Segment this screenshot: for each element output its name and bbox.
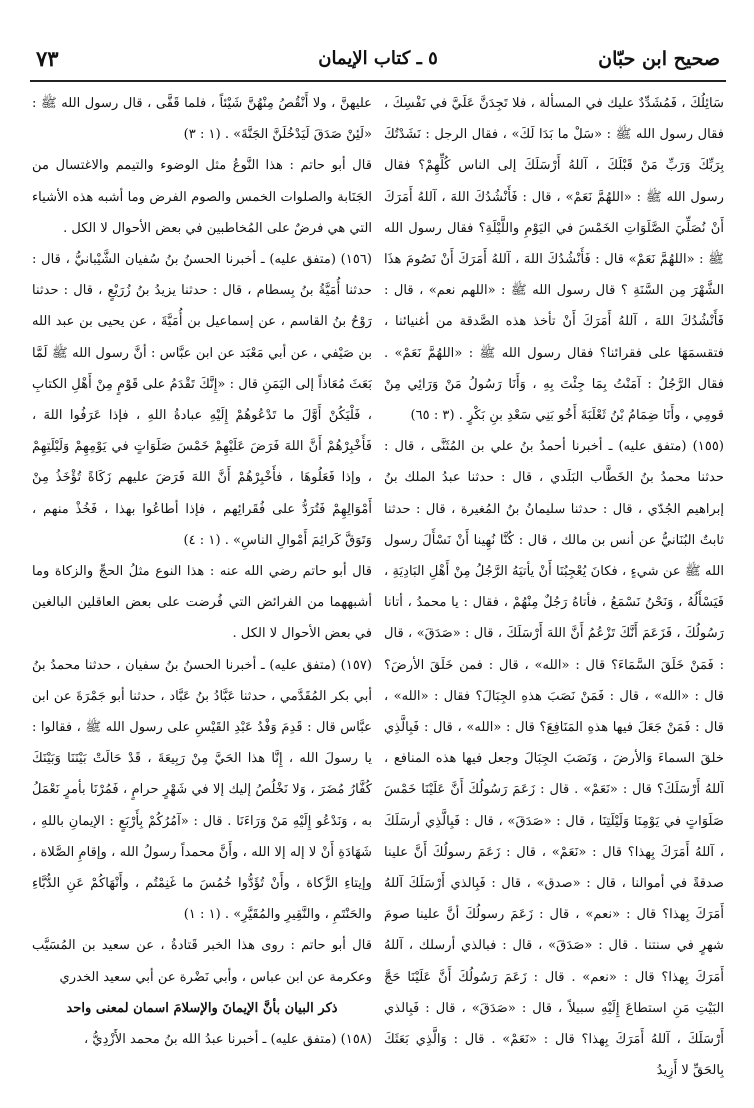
paragraph: سَائِلُكَ ، فَمُشَدِّدٌ عليك في المسألة ، فلا تَجِدَنَّ عَلَيَّ في نَفْسِكَ ، فقال رسول الله ﷺ : «سَلْ ما بَدَا لَكَ» ، فقال الرجل : نَشَدْتُكَ بِرَبِّكَ وَرَبِّ مَنْ قَبْلَكَ ، آللهُ أَرْسَلَكَ إلى الناس كُلِّهِمْ؟ فقال رسول الله ﷺ : «اللهُمَّ نَعَمْ» ، قال : فَأَنْشُدُكَ اللهَ ، آللهُ أَمَرَكَ أَنْ نُصَلِّيَ الصَّلَوَاتِ الخَمْسَ في اليَوْمِ واللَّيْلَةِ؟ فقال رسول الله ﷺ : «اللهُمَّ نَعَمْ» قال : فَأَنْشُدُكَ اللهَ ، آللهُ أَمَرَكَ أَنْ نَصُومَ هذَا الشَّهْرَ مِن السَّنَةِ ؟ قال رسول الله ﷺ : «اللهم نعم» ، قال : فَأَنْشُدُكَ اللهَ ، آللهُ أَمَرَكَ أَنْ تأخذ هذه الصَّدقة من أغنيائنا ، فتقسمَهَا على فقرائنا؟ فقال رسول الله ﷺ : «اللهُمَّ نَعَمْ» . فقال الرَّجُلُ : آمَنْتُ بِمَا جِئْتَ بِهِ ، وَأَنَا رَسُولُ مَنْ وَرَائِي مِنْ قومِي ، وأَنَا ضِمَامُ بْنُ ثَعْلَبَةَ أَخُو بَنِي سَعْدِ بنِ بَكْرٍ . (٣ : ٦٥): [384, 96, 724, 424]
paragraph: قال أبو حاتم : روى هذا الخبر قَتادةُ ، عن سعيد بن المُسَيَّب وعكرمة عن ابن عباس ، وأبي نَضْرة عن أبي سعيد الخدري: [32, 938, 372, 985]
left-column: [32, 88, 372, 1096]
paragraph: عليهنَّ ، ولا أَنْقُصُ مِنْهُنَّ شَيْئاً ، فلما قَفَّى ، قال رسول الله ﷺ : «لَئِنْ صَدَقَ لَيَدْخُلَنَّ الجَنَّةَ» . (١ : ٣): [32, 96, 372, 143]
book-title: صحيح ابن حبّان: [598, 48, 720, 70]
right-column: [384, 88, 724, 1096]
paragraph: (١٥٧) (متفق عليه) ـ أخبرنا الحسنُ بنُ سفيان ، حدثنا محمدُ بنُ أبي بكر المُقَدَّمي ، حدثنا عَبَّادُ بنُ عَبَّاد ، حدثنا أبو جَمْرَةَ عن ابن عبَّاس قال : قَدِمَ وَفْدُ عَبْدِ القَيْسِ على رسول الله ﷺ ، فقالوا : يا رسولَ الله ، إِنَّا هذا الحَيَّ مِنْ رَبِيعَةَ ، قَدْ حَالَتْ بَيْنَنَا وَبَيْنَكَ كُفَّارُ مُضَرَ ، وَلا نَخْلُصُ إليك إلا في شَهْرٍ حرامٍ ، فَمُرْنَا بأمرٍ نَعْمَلُ به ، وَنَدْعُو إِلَيْهِ مَنْ وَرَاءَنَا . قال : «آمُرُكُمْ بِأَرْبَعٍ : الإيمانِ باللهِ ، شَهَادَةِ أَنْ لا إله إلا الله ، وأَنَّ محمداً رسولُ الله ، وإقامِ الصَّلاة ، وإيتاءِ الزَّكاة ، وأَنْ تُؤَدُّوا خُمُسَ ما غَنِمْتُم ، وأَنْهَاكُمْ عَنِ الدُّبَّاءِ والحَنْتَمِ ، والنَّقِيرِ والمُقَيَّرِ» . (١ : ١): [32, 657, 372, 923]
page-number: ٧٣: [36, 46, 59, 71]
page-header: [30, 40, 726, 82]
paragraph: (١٥٨) (متفق عليه) ـ أخبرنا عبدُ الله بنُ محمد الأَزْدِيُّ ،: [83, 1032, 372, 1048]
chapter-title: ٥ ـ كتاب الإيمان: [318, 48, 438, 69]
section-heading: ذكر البيان بأنَّ الإيمانَ والإسلامَ اسمان لمعنى واحد: [66, 1000, 338, 1016]
paragraph: (١٥٥) (متفق عليه) ـ أخبرنا أحمدُ بنُ علي بن المُثَنَّى ، قال : حدثنا محمدُ بنُ الخَطَّاب البَلَدي ، قال : حدثنا عبدُ الملك بنُ إبراهيم الجُدّي ، قال : حدثنا سليمانُ بنُ المُغيرة ، قال : حدثنا ثابتٌ البُنَانيُّ عن أنس بن مالك ، قال : كُنَّا نُهِينا أَنْ نَسْأَلَ رسول الله ﷺ عن شيءٍ ، فكانَ يُعْجِبُنَا أَنْ يأتيَهُ الرَّجُلُ مِنْ أَهْلِ البَادِيَةِ ، فَيَسْأَلُهُ ، وَنَحْنُ نَسْمَعُ ، فأتاهُ رَجُلٌ مِنْهُمْ ، فقال : يا محمدُ ، أتانا رَسُولُكَ ، فَزَعَمَ أَنَّكَ تَزْعُمُ أَنَّ اللهَ أَرْسَلَكَ ، قال : «صَدَقَ» ، قال : فَمَنْ خَلَقَ السَّمَاءَ؟ قال : «الله» ، قال : فمن خَلَقَ الأرضَ؟ قال : «الله» ، قال : فَمَنْ نَصَبَ هذهِ الجِبَالَ؟ فقال : «الله» ، قال : فَمَنْ جَعَلَ فيها هذهِ المَنَافِعَ؟ قال : «الله» ، قال : فَبِالَّذِي خلقَ السماءَ وَالأرضَ ، وَنَصَبَ الجِبَالَ وجعل فيها هذه المنافع ، آللهُ أَرْسَلَكَ؟ قال : «نَعَمْ» . قال : زَعَمَ رَسُولُكَ أَنَّ عَلَيْنَا خَمْسَ صَلَوَاتٍ في يَوْمِنَا وَلَيْلَتِنَا ، قال : «صَدَقَ» ، قال : فَبِالَّذِي أرسَلَكَ ، آللهُ أَمَرَكَ بِهذا؟ قال : «نَعَمْ» ، قال : زَعَمَ رسولُكَ أَنَّ علينا صدقةً في أموالنا ، قال : «صدق» ، قال : فَبِالذي أَرْسَلَكَ آللهُ أَمَرَكَ بِهذا؟ قال : «نعم» ، قال : زَعَمَ رسولُكَ أنَّ علينا صومَ شهرٍ في سنتنا . قال : «صَدَقَ» ، قال : فبالذي أرسلك ، آللهُ أَمَرَكَ بِهذا؟ قال : «نعم» . قال : زَعَمَ رَسُولُكَ أَنَّ عَلَيْنَا حَجَّ البَيْتِ مَنِ استطاعَ إِلَيْهِ سبيلاً ، قال : «صَدَقَ» ، قال : فَبِالذي أَرْسَلَكَ ، آللهُ أَمَرَكَ بِهذا؟ قال : «نَعَمْ» . قال : وَالَّذِي بَعَثَكَ بِالحَقِّ لا أَزِيدُ: [384, 439, 724, 1079]
paragraph: قال أبو حاتم رضي الله عنه : هذا النوع مثلُ الحجِّ والزكاة وما أشبههما من الفرائض التي فُرضت على بعض العاقلين البالغين في بعض الأحوال لا الكل .: [32, 564, 372, 642]
paragraph: قال أبو حاتم : هذا النَّوعُ مثل الوضوء والتيمم والاغتسال من الجَنَابة والصلوات الخمس والصوم الفرض وما أشبه هذه الأشياء التي هي فرضٌ على المُخاطبين في بعض الأحوال لا الكل .: [32, 158, 372, 236]
paragraph: (١٥٦) (متفق عليه) ـ أخبرنا الحسنُ بنُ سُفيان الشَّيْبانيُّ ، قال : حدثنا أُمَيَّةُ بنُ بِسطام ، قال : حدثنا يزيدُ بنُ زُرَيْعٍ ، قال : حدثنا رَوْحُ بنُ القاسم ، عن إسماعيل بن أُمَيَّةَ ، عن يحيى بن عبد الله بن صَيْفي ، عن أبي مَعْبَد عن ابن عبَّاس : أنَّ رسول الله ﷺ لَمَّا بَعَثَ مُعَاذاً إلى اليَمَنِ قال : «إِنَّكَ تَقْدَمُ على قَوْمٍ مِنْ أَهْلِ الكتابِ ، فَلْيَكُنْ أَوَّلَ ما تَدْعُوهُمْ إِلَيْهِ عبادةُ اللهِ ، فإذا عَرَفُوا اللهَ ، فَأَخْبِرْهُمْ أَنَّ اللهَ فَرَضَ عَلَيْهِمْ خَمْسَ صَلَوَاتٍ في يَوْمِهِمْ وَلَيْلَتِهِمْ ، وإذا فَعَلُوهَا ، فأَخْبِرْهُمْ أَنَّ اللهَ فَرَضَ عليهم زَكَاةً تُؤْخَذُ مِنْ أَمْوَالِهِمْ فَتُرَدُّ على فُقَرائِهم ، فإذا أطاعُوا بهذا ، فَخُذْ منهم ، وَتَوَقَّ كَرائِمَ أَمْوالِ الناسِ» . (١ : ٤): [32, 252, 372, 548]
